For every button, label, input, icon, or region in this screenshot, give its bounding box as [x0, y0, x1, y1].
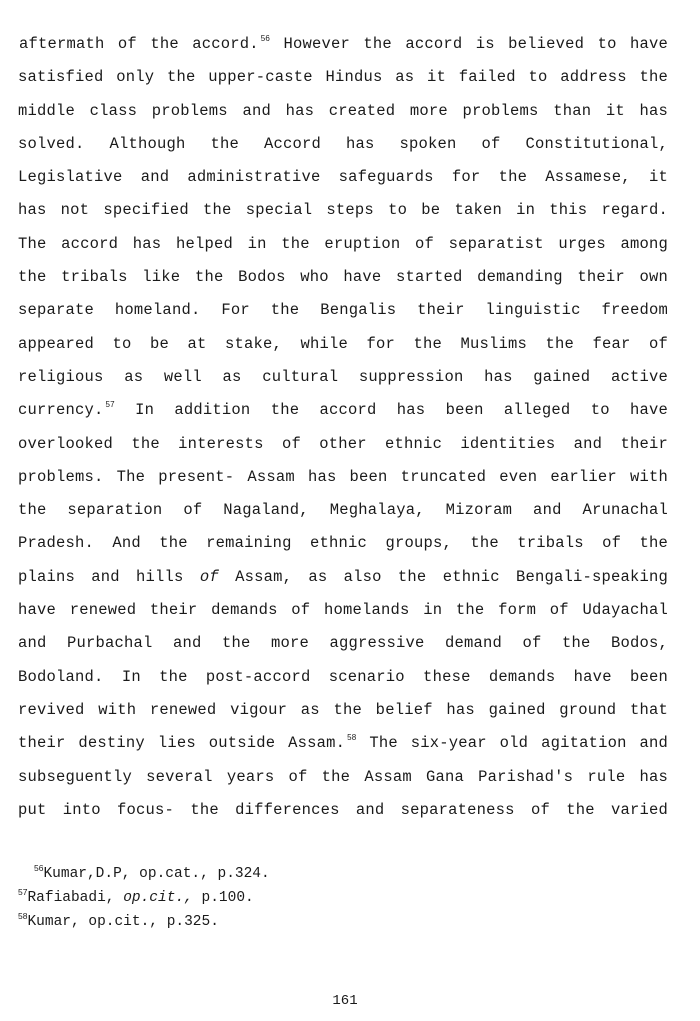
text-line: appeared to be at stake, while for the Muslims the fear of	[18, 334, 668, 353]
text-line: have renewed their demands of homelands in the form of Udayachal	[18, 601, 668, 620]
footnote-text: Kumar,D.P, op.cat., p.324.	[43, 866, 270, 882]
text-line: separate homeland. For the Bengalis their linguistic freedom	[18, 301, 668, 320]
text-line: The accord has helped in the eruption of separatist urges among	[18, 234, 668, 253]
text-line: put into focus- the differences and separateness of the varied	[18, 800, 668, 819]
text-line: and Purbachal and the more aggressive demand of the Bodos,	[18, 634, 668, 653]
text-line: satisfied only the upper-caste Hindus as it failed to address the	[18, 68, 668, 87]
text-line	[18, 565, 668, 598]
footnote-56	[18, 862, 270, 886]
text-segment: However the accord is believed to have	[270, 35, 668, 53]
text-segment: plains and hills	[18, 567, 200, 586]
text-line: the separation of Nagaland, Meghalaya, Mizoram and Arunachal	[18, 501, 668, 520]
footnote-number: 57	[18, 887, 28, 897]
body-text	[18, 32, 668, 831]
footnotes	[18, 862, 270, 934]
footnote-ref-58[interactable]: 58	[347, 733, 357, 743]
footnote-57	[18, 886, 270, 910]
footnote-italic: op.cit.,	[123, 890, 193, 906]
footnote-58	[18, 910, 270, 934]
text-segment: their destiny lies outside Assam.	[18, 734, 346, 753]
footnote-ref-57[interactable]: 57	[105, 400, 115, 410]
footnote-text: Rafiabadi,	[27, 890, 124, 906]
footnote-text: Kumar, op.cit., p.325.	[27, 914, 219, 930]
text-segment: Assam, as also the ethnic Bengali-speaking	[218, 567, 668, 586]
text-segment: In addition the accord has been alleged to have	[114, 401, 668, 420]
text-line: overlooked the interests of other ethnic identities and their	[18, 434, 668, 453]
italic-text: of	[199, 567, 219, 586]
text-line: Legislative and administrative safeguards for the Assamese, it	[18, 168, 668, 187]
text-line: Bodoland. In the post-accord scenario these demands have been	[18, 667, 668, 686]
footnote-ref-56[interactable]: 56	[260, 34, 271, 43]
footnote-number: 58	[18, 911, 28, 921]
footnote-number: 56	[34, 863, 44, 873]
text-segment: The six-year old agitation and	[356, 734, 668, 753]
text-line: revived with renewed vigour as the belief has gained ground that	[18, 700, 668, 719]
page-number: 161	[332, 993, 358, 1009]
text-line: religious as well as cultural suppression has gained active	[18, 367, 668, 386]
text-line	[18, 398, 668, 431]
text-line: Pradesh. And the remaining ethnic groups, the tribals of the	[18, 534, 668, 553]
text-line	[18, 731, 668, 764]
text-line: the tribals like the Bodos who have started demanding their own	[18, 268, 668, 287]
text-line: solved. Although the Accord has spoken of Constitutional,	[18, 134, 668, 153]
text-segment: aftermath of the accord.	[19, 35, 259, 53]
text-line	[18, 32, 668, 65]
text-line: has not specified the special steps to be taken in this regard.	[18, 201, 668, 220]
text-line: problems. The present- Assam has been truncated even earlier with	[18, 467, 668, 486]
footnote-text: p.100.	[192, 890, 254, 906]
text-segment: currency.	[18, 401, 104, 420]
text-line: middle class problems and has created more problems than it has	[18, 101, 668, 120]
text-line: subseguently several years of the Assam Gana Parishad's rule has	[18, 767, 668, 786]
